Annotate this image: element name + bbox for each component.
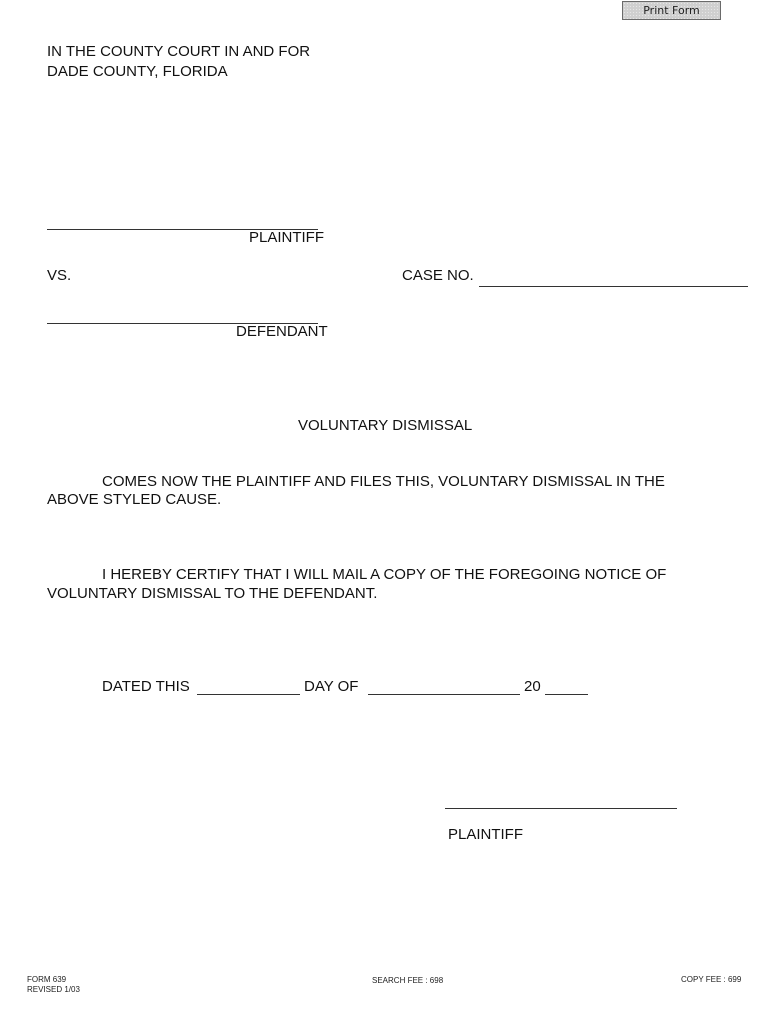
plaintiff-caption-label: PLAINTIFF — [249, 229, 325, 246]
search-fee: SEARCH FEE : 698 — [372, 976, 444, 985]
year-line — [545, 694, 588, 695]
defendant-caption-label: DEFENDANT — [236, 323, 328, 340]
body-paragraph1-line2: ABOVE STYLED CAUSE. — [47, 491, 222, 508]
year-prefix-label: 20 — [524, 678, 541, 695]
case-number-line — [479, 286, 748, 287]
day-field[interactable] — [200, 678, 300, 694]
form-title: VOLUNTARY DISMISSAL — [298, 417, 473, 434]
signature-plaintiff-label: PLAINTIFF — [448, 826, 524, 843]
day-line — [197, 694, 300, 695]
signature-line — [445, 808, 677, 809]
month-field[interactable] — [371, 678, 520, 694]
day-of-label: DAY OF — [304, 678, 359, 695]
body-paragraph1-line1: COMES NOW THE PLAINTIFF AND FILES THIS, VOLUNTARY DISMISSAL IN THE — [102, 473, 665, 490]
body-paragraph2-line2: VOLUNTARY DISMISSAL TO THE DEFENDANT. — [47, 585, 378, 602]
copy-fee: COPY FEE : 699 — [681, 975, 742, 984]
dated-this-label: DATED THIS — [102, 678, 190, 695]
month-line — [368, 694, 520, 695]
body-paragraph2-line1: I HEREBY CERTIFY THAT I WILL MAIL A COPY OF THE FOREGOING NOTICE OF — [102, 566, 667, 583]
form-revised-date: REVISED 1/03 — [27, 985, 80, 994]
defendant-name-field[interactable] — [50, 307, 318, 323]
print-form-button[interactable]: Print Form — [622, 1, 721, 20]
case-number-label: CASE NO. — [402, 267, 474, 284]
form-number: FORM 639 — [27, 975, 67, 984]
court-heading-line2: DADE COUNTY, FLORIDA — [47, 63, 228, 80]
versus-label: VS. — [47, 267, 72, 284]
plaintiff-name-field[interactable] — [50, 213, 318, 229]
court-heading-line1: IN THE COUNTY COURT IN AND FOR — [47, 43, 311, 60]
case-number-field[interactable] — [482, 270, 748, 286]
year-field[interactable] — [547, 678, 588, 694]
